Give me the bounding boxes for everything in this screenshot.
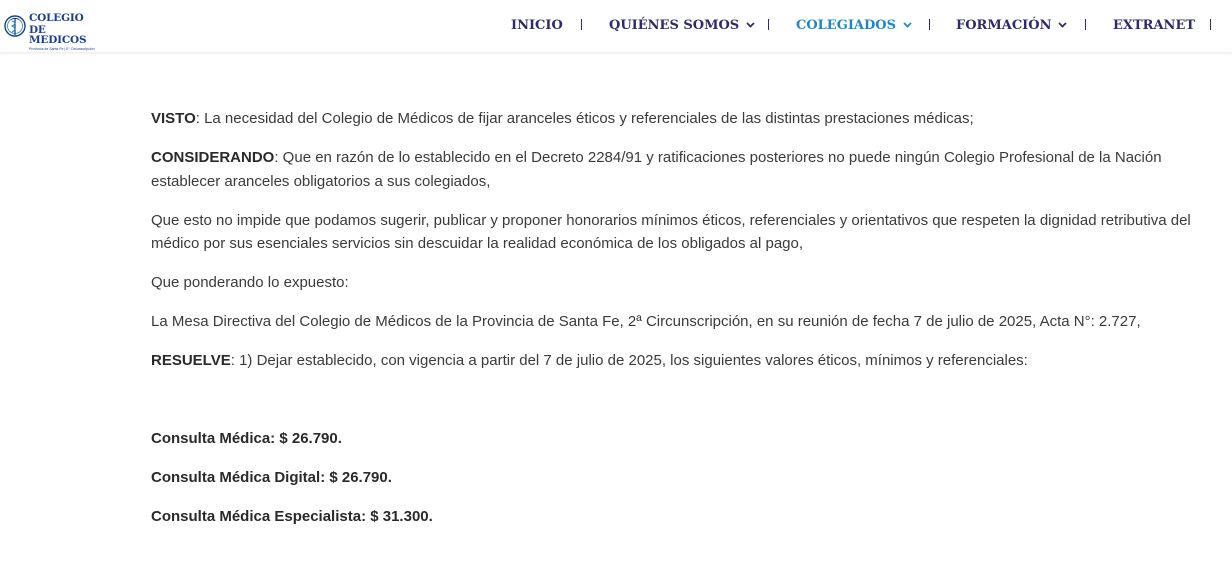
logo-title-line2: DE MEDICOS bbox=[29, 23, 87, 46]
nav-extranet[interactable] bbox=[1113, 15, 1195, 35]
visto-label: VISTO bbox=[151, 110, 196, 127]
nav-formacion[interactable] bbox=[956, 15, 1067, 35]
nav-label: FORMACIÓN bbox=[956, 17, 1052, 33]
nav-label: INICIO bbox=[511, 17, 563, 33]
considerando-paragraph bbox=[151, 146, 1232, 193]
nav-label: EXTRANET bbox=[1113, 17, 1196, 33]
logo-subtitle: Provincia de Santa Fe | II° Circunscripción bbox=[29, 46, 95, 51]
logo-title-line1: COLEGIO bbox=[29, 12, 84, 24]
chevron-down-icon bbox=[746, 22, 755, 28]
nav-separator bbox=[768, 19, 769, 30]
caduceus-emblem-icon bbox=[4, 11, 26, 41]
nav-quienes-somos[interactable] bbox=[609, 15, 755, 35]
visto-paragraph bbox=[151, 107, 1232, 131]
body-paragraph: La Mesa Directiva del Colegio de Médicos de la Provincia de Santa Fe, 2ª Circunscripción, en su reunión de fecha 7 de julio de 2025, Acta N°: 2.727, bbox=[151, 313, 1141, 330]
price-item: Consulta Médica Especialista: $ 31.300. bbox=[151, 508, 433, 525]
nav-separator bbox=[1210, 19, 1211, 30]
nav-separator bbox=[1085, 19, 1086, 30]
chevron-down-icon bbox=[903, 22, 912, 28]
article-content bbox=[151, 107, 1232, 544]
nav-label: QUIÉNES SOMOS bbox=[609, 17, 740, 33]
nav-colegiados[interactable] bbox=[796, 15, 912, 35]
body-paragraph: Que esto no impide que podamos sugerir, publicar y proponer honorarios mínimos éticos, referenciales y orientativos que respeten la dignidad retributiva del médico por sus esenciales servicios sin descuidar la realidad económica de los obligados al pago, bbox=[151, 211, 1191, 252]
spacer bbox=[151, 388, 1232, 427]
site-header bbox=[0, 0, 1232, 52]
considerando-label: CONSIDERANDO bbox=[151, 149, 275, 166]
body-paragraph: Que ponderando lo expuesto: bbox=[151, 274, 349, 291]
considerando-text: : Que en razón de lo establecido en el Decreto 2284/91 y ratificaciones posteriores no puede ningún Colegio Profesional de la Nación establecer aranceles obligatorios a sus colegiados, bbox=[151, 149, 1162, 190]
resuelve-paragraph bbox=[151, 349, 1232, 373]
site-logo[interactable] bbox=[4, 10, 104, 51]
resuelve-label: RESUELVE bbox=[151, 352, 231, 369]
nav-separator bbox=[581, 19, 582, 30]
nav-separator bbox=[929, 19, 930, 30]
nav-label: COLEGIADOS bbox=[796, 17, 896, 33]
resuelve-text: : 1) Dejar establecido, con vigencia a partir del 7 de julio de 2025, los siguientes valores éticos, mínimos y referenciales: bbox=[230, 352, 1028, 369]
visto-text: : La necesidad del Colegio de Médicos de fijar aranceles éticos y referenciales de las distintas prestaciones médicas; bbox=[195, 110, 974, 127]
price-item: Consulta Médica: $ 26.790. bbox=[151, 430, 342, 447]
price-item: Consulta Médica Digital: $ 26.790. bbox=[151, 469, 392, 486]
chevron-down-icon bbox=[1058, 22, 1067, 28]
nav-inicio[interactable] bbox=[511, 15, 563, 35]
